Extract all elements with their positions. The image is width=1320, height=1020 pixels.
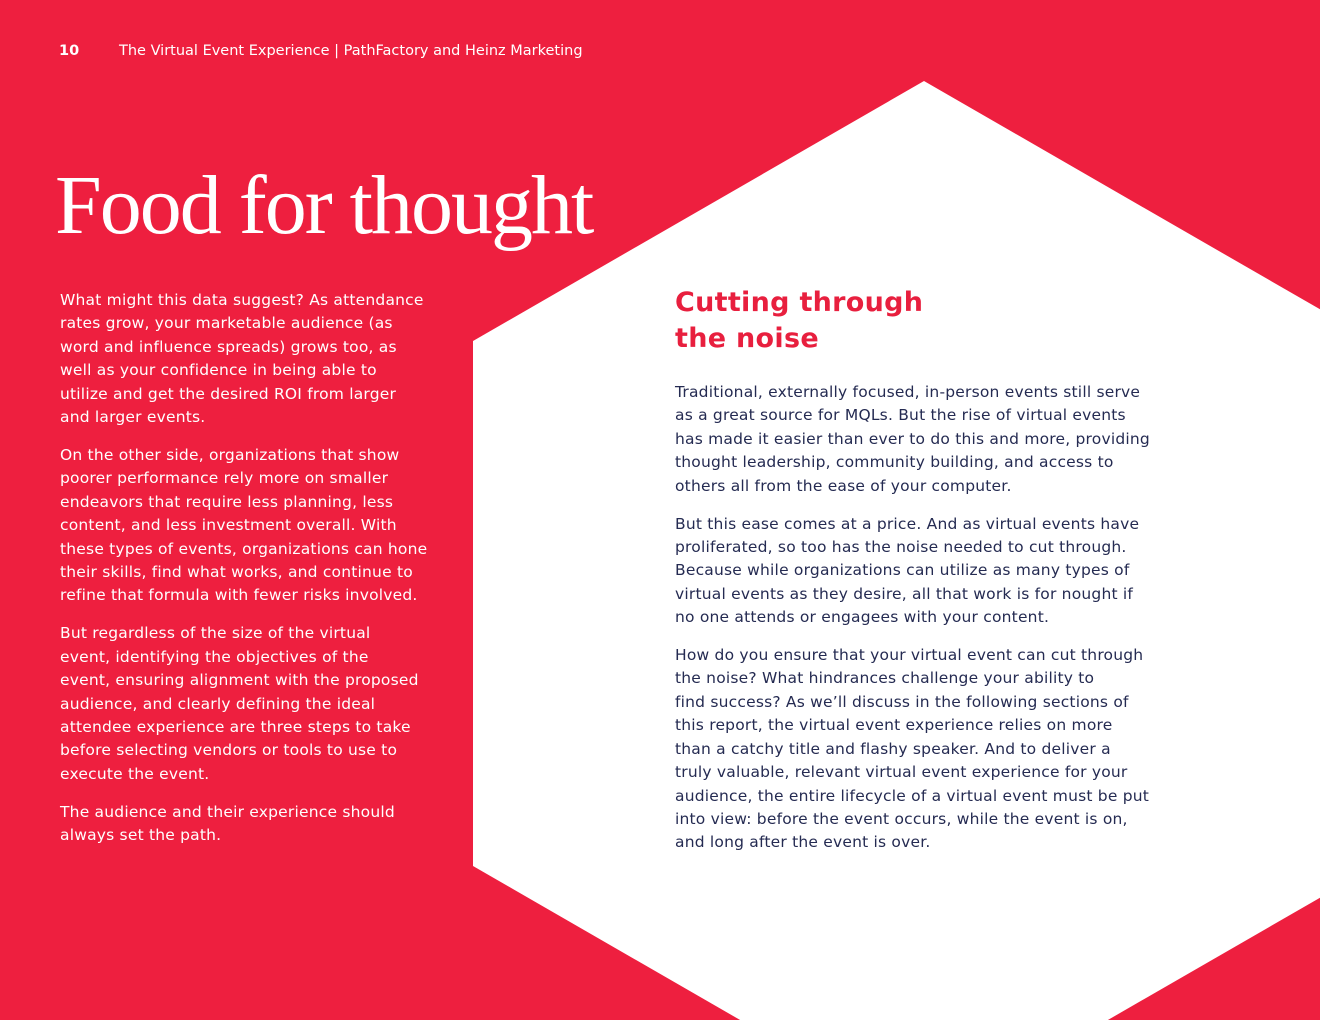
text-line: But regardless of the size of the virtual [60,624,371,643]
left-column [60,289,460,862]
right-column [675,285,1175,869]
text-line: well as your confidence in being able to [60,361,377,380]
text-line: virtual events as they desire, all that work is for nought if [675,584,1134,603]
left-paragraph-2 [60,444,460,608]
text-line: and long after the event is over. [675,833,931,852]
text-line: always set the path. [60,826,222,845]
text-line: Because while organizations can utilize as many types of [675,561,1130,580]
text-line: endeavors that require less planning, less [60,492,394,511]
text-line: refine that formula with fewer risks involved. [60,586,418,605]
text-line: into view: before the event occurs, while the event is on, [675,809,1128,828]
text-line: audience, and clearly defining the ideal [60,694,376,713]
text-line: event, ensuring alignment with the proposed [60,671,419,690]
text-line: How do you ensure that your virtual event can cut through [675,646,1144,665]
text-line: What might this data suggest? As attendance [60,291,424,309]
text-line: and larger events. [60,408,206,427]
text-line: rates grow, your marketable audience (as [60,314,393,333]
page-title: Food for thought [55,159,593,252]
text-line: as a great source for MQLs. But the rise of virtual events [675,406,1126,425]
text-line: their skills, find what works, and continue to [60,562,413,581]
publication-title: The Virtual Event Experience | PathFactory and Heinz Marketing [119,43,583,59]
page-header [59,43,583,59]
page-number: 10 [59,43,80,59]
text-line: On the other side, organizations that show [60,445,400,464]
left-paragraph-1 [60,289,460,429]
text-line: audience, the entire lifecycle of a virtual event must be put [675,786,1150,805]
text-line: word and influence spreads) grows too, as [60,337,397,356]
text-line: proliferated, so too has the noise needed to cut through. [675,537,1127,556]
text-line: But this ease comes at a price. And as virtual events have [675,514,1140,533]
text-line: poorer performance rely more on smaller [60,469,389,488]
right-paragraph-3 [675,644,1175,855]
text-line: utilize and get the desired ROI from larger [60,384,397,403]
text-line: the noise? What hindrances challenge your ability to [675,669,1095,688]
text-line: than a catchy title and flashy speaker. And to deliver a [675,739,1111,758]
text-line: others all from the ease of your computer. [675,476,1012,495]
text-line: thought leadership, community building, and access to [675,453,1114,472]
right-paragraph-1 [675,381,1175,498]
right-paragraph-2 [675,513,1175,630]
text-line: attendee experience are three steps to take [60,717,411,736]
text-line: execute the event. [60,764,210,783]
right-column-body [675,381,1175,855]
section-heading-line: the noise [675,323,819,354]
text-line: Traditional, externally focused, in-person events still serve [675,383,1141,401]
text-line: before selecting vendors or tools to use to [60,741,398,760]
text-line: truly valuable, relevant virtual event experience for your [675,763,1128,782]
text-line: this report, the virtual event experience relies on more [675,716,1113,735]
text-line: these types of events, organizations can hone [60,539,428,558]
section-heading [675,285,1175,357]
text-line: content, and less investment overall. With [60,516,397,535]
text-line: find success? As we’ll discuss in the following sections of [675,692,1129,711]
text-line: event, identifying the objectives of the [60,647,369,666]
text-line: no one attends or engagees with your content. [675,608,1050,627]
left-paragraph-4 [60,801,460,848]
left-paragraph-3 [60,622,460,786]
section-heading-line: Cutting through [675,287,924,318]
text-line: has made it easier than ever to do this and more, providing [675,429,1150,448]
text-line: The audience and their experience should [60,802,395,821]
